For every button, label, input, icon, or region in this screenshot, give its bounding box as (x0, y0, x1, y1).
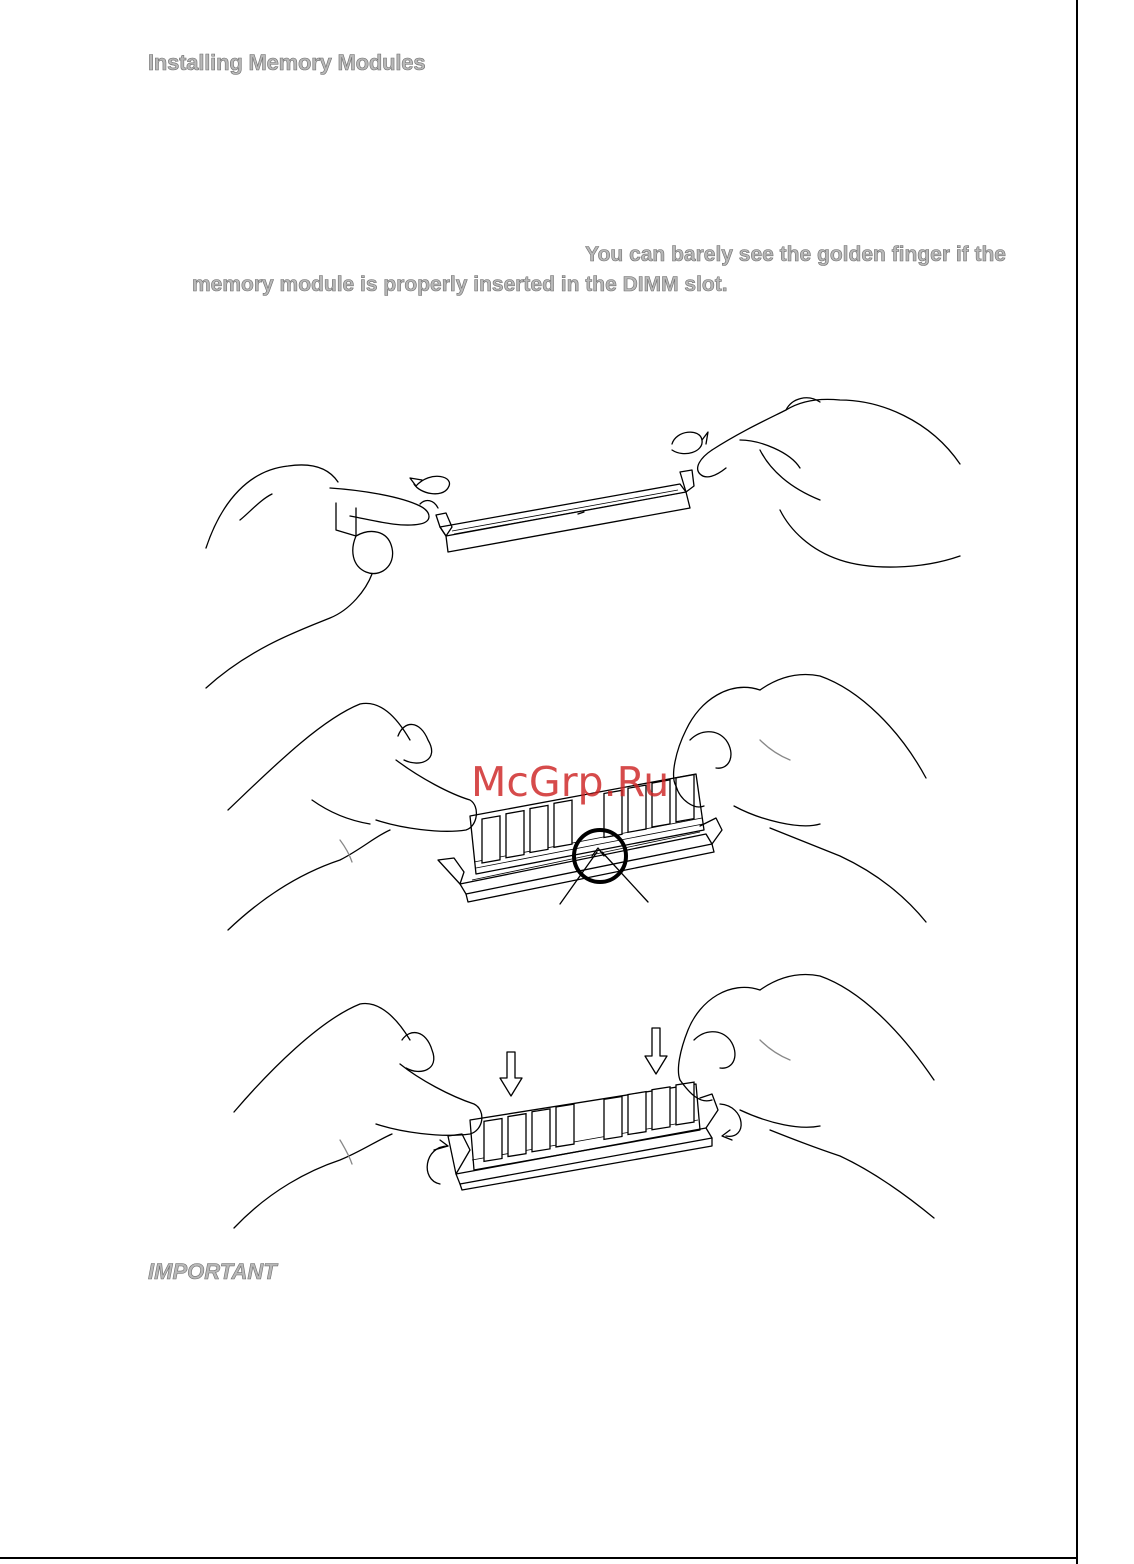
section-heading: Installing Memory Modules (148, 50, 426, 75)
left-hand-step-3 (234, 1003, 482, 1228)
right-hand-step-3 (678, 975, 934, 1218)
step-3-illustration (234, 975, 934, 1228)
dimm-slot-1 (436, 470, 694, 552)
clip-close-arrow-right-icon (720, 1104, 741, 1140)
notch-callout (560, 830, 648, 904)
down-arrow-right-icon (645, 1028, 667, 1074)
note-line-1: You can barely see the golden finger if the (585, 243, 1006, 266)
note-line-2: memory module is properly inserted in the DIMM slot. (192, 273, 728, 296)
left-hand-step-2 (228, 703, 476, 930)
right-hand-step-1 (672, 398, 960, 567)
down-arrow-left-icon (500, 1052, 522, 1096)
clip-close-arrow-left-icon (427, 1140, 448, 1184)
left-hand-step-1 (206, 465, 449, 688)
step-1-illustration (206, 398, 960, 688)
right-hand-step-2 (674, 675, 926, 922)
important-heading: IMPORTANT (148, 1259, 277, 1284)
watermark: McGrp.Ru (471, 758, 670, 806)
dimm-slot-2 (438, 818, 722, 902)
memory-module-3 (470, 1082, 700, 1170)
